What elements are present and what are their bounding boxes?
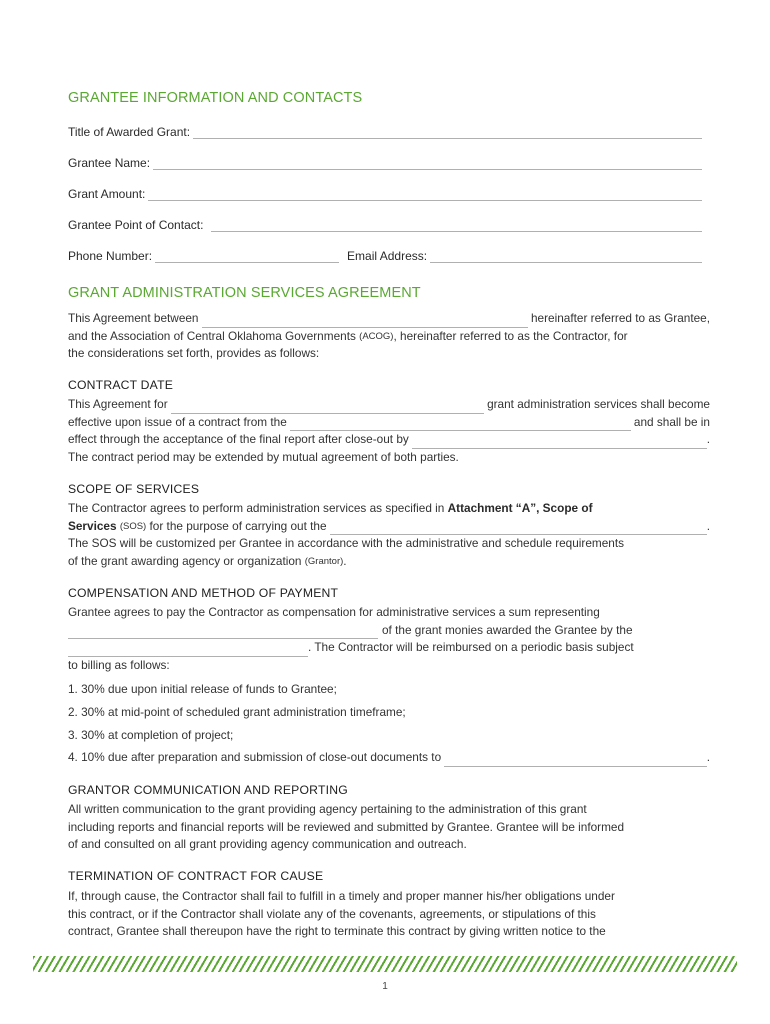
contract-date-text: This Agreement for — [68, 397, 168, 411]
scope-text: The Contractor agrees to perform administration services as specified in — [68, 501, 445, 515]
grantor-abbrev: (Grantor) — [304, 555, 344, 567]
termination-text: contract, Grantee shall thereupon have the right to terminate this contract by giving written notice to the — [68, 924, 606, 939]
agreement-text: , hereinafter referred to as the Contractor, for — [393, 328, 628, 343]
close-out-by-blank[interactable] — [412, 436, 707, 449]
email-address-line[interactable] — [430, 248, 702, 263]
agreement-heading: GRANT ADMINISTRATION SERVICES AGREEMENT — [68, 285, 421, 301]
compensation-paragraph — [68, 604, 710, 674]
contract-date-paragraph — [68, 396, 710, 466]
carrying-out-blank[interactable] — [330, 522, 707, 535]
point-of-contact-line[interactable] — [211, 217, 702, 232]
title-of-grant-line[interactable] — [193, 124, 702, 139]
payment-item-2: 2. 30% at mid-point of scheduled grant administration timeframe; — [68, 705, 406, 719]
payment-item-4-text: 4. 10% due after preparation and submission of close-out documents to — [68, 750, 442, 764]
grantor-comm-text: of and consulted on all grant providing agency communication and outreach. — [68, 837, 467, 852]
compensation-heading: COMPENSATION AND METHOD OF PAYMENT — [68, 586, 339, 600]
agreement-for-blank[interactable] — [171, 401, 484, 414]
payment-item-3: 3. 30% at completion of project; — [68, 728, 234, 742]
agreement-paragraph — [68, 310, 710, 363]
scope-heading: SCOPE OF SERVICES — [68, 482, 200, 496]
agreement-text: This Agreement between — [68, 311, 199, 325]
email-address-label: Email Address: — [347, 249, 428, 263]
grantee-blank[interactable] — [202, 315, 528, 328]
compensation-text: Grantee agrees to pay the Contractor as compensation for administrative services a sum representing — [68, 605, 600, 619]
termination-heading: TERMINATION OF CONTRACT FOR CAUSE — [68, 869, 324, 883]
grantor-communication-paragraph — [68, 801, 710, 854]
payment-item-1: 1. 30% due upon initial release of funds to Grantee; — [68, 682, 337, 696]
scope-text: The SOS will be customized per Grantee in accordance with the administrative and schedule requirements — [68, 536, 625, 551]
green-hatched-divider — [33, 956, 737, 972]
payment-item-4 — [68, 749, 710, 767]
contract-date-heading: CONTRACT DATE — [68, 378, 174, 392]
contract-date-text: and shall be in — [633, 414, 710, 429]
contract-date-text: The contract period may be extended by mutual agreement of both parties. — [68, 449, 459, 464]
point-of-contact-label: Grantee Point of Contact: — [68, 218, 204, 232]
grantee-name-line[interactable] — [153, 155, 702, 170]
grant-amount-line[interactable] — [148, 186, 702, 201]
grantor-comm-text: All written communication to the grant providing agency pertaining to the administration of this grant — [68, 802, 587, 816]
agreement-text: and the Association of Central Oklahoma Governments — [68, 328, 356, 343]
acog-abbrev: (ACOG) — [359, 330, 394, 342]
compensation-text: to billing as follows: — [68, 657, 170, 672]
grantor-communication-heading: GRANTOR COMMUNICATION AND REPORTING — [68, 783, 348, 797]
title-of-grant-field[interactable] — [68, 119, 702, 139]
scope-paragraph — [68, 500, 710, 570]
grantee-name-field[interactable] — [68, 150, 702, 170]
compensation-text: of the grant monies awarded the Grantee by the — [382, 622, 633, 637]
awarded-by-blank[interactable] — [68, 644, 308, 657]
termination-text: this contract, or if the Contractor shall violate any of the covenants, agreements, or stipulations of this — [68, 906, 596, 921]
attachment-a-reference: Attachment “A”, Scope of — [447, 501, 593, 515]
scope-text: . — [343, 553, 347, 568]
grantor-comm-text: including reports and financial reports will be reviewed and submitted by Grantee. Grantee will be informed — [68, 819, 625, 834]
services-reference: Services — [68, 518, 117, 533]
grantee-info-heading: GRANTEE INFORMATION AND CONTACTS — [68, 90, 363, 106]
contract-date-text: effective upon issue of a contract from the — [68, 414, 287, 429]
grant-amount-label: Grant Amount: — [68, 187, 146, 201]
close-out-documents-blank[interactable] — [444, 754, 707, 767]
agreement-text: the considerations set forth, provides as follows: — [68, 346, 320, 361]
phone-number-line[interactable] — [155, 250, 339, 263]
compensation-text: . The Contractor will be reimbursed on a periodic basis subject — [308, 640, 634, 655]
grant-amount-field[interactable] — [68, 181, 702, 201]
scope-text: of the grant awarding agency or organization — [68, 553, 302, 568]
contract-date-text: . — [706, 432, 710, 447]
phone-email-row — [68, 243, 702, 263]
contract-date-text: grant administration services shall become — [487, 397, 710, 411]
grantee-name-label: Grantee Name: — [68, 156, 151, 170]
contract-from-blank[interactable] — [290, 418, 631, 431]
sum-representing-blank[interactable] — [68, 626, 378, 639]
termination-text: If, through cause, the Contractor shall fail to fulfill in a timely and proper manner his/her obligations under — [68, 889, 615, 903]
scope-text: . — [706, 518, 710, 533]
page-number: 1 — [382, 981, 388, 992]
termination-paragraph — [68, 888, 710, 941]
title-of-grant-label: Title of Awarded Grant: — [68, 125, 191, 139]
contract-date-text: effect through the acceptance of the final report after close-out by — [68, 432, 409, 447]
payment-item-4-end: . — [706, 750, 710, 764]
scope-text: for the purpose of carrying out the — [149, 518, 327, 533]
phone-number-label: Phone Number: — [68, 249, 153, 263]
sos-abbrev: (SOS) — [119, 520, 147, 532]
point-of-contact-field[interactable] — [68, 212, 702, 232]
agreement-text: hereinafter referred to as Grantee, — [530, 311, 710, 325]
